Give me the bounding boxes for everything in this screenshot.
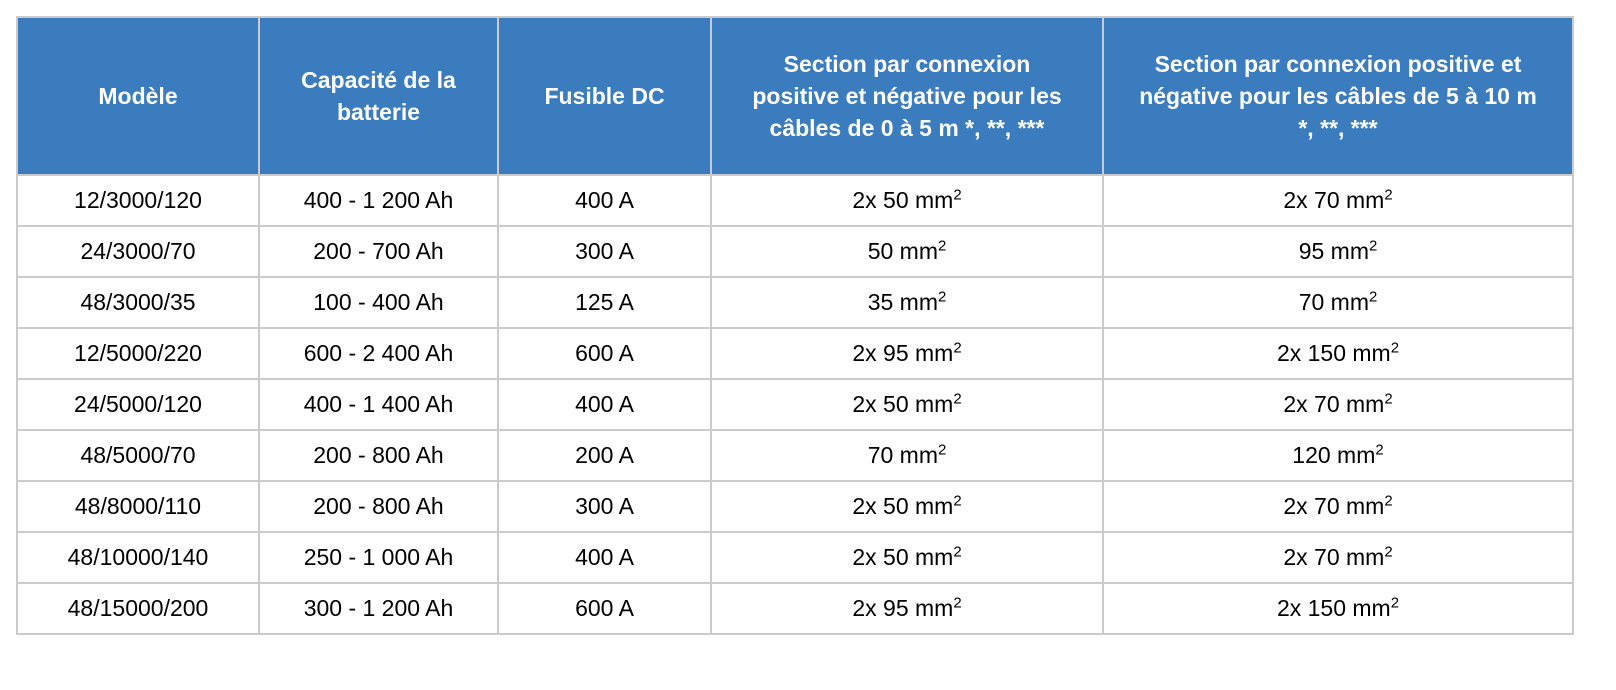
cell-section-5-10m-exponent: 2 [1375, 441, 1384, 459]
table-row [17, 532, 1573, 583]
table-row [17, 481, 1573, 532]
battery-spec-table [16, 16, 1574, 635]
cell-battery-capacity: 400 - 1 200 Ah [259, 175, 498, 226]
cell-battery-capacity: 200 - 800 Ah [259, 481, 498, 532]
table-row [17, 226, 1573, 277]
cell-section-0-5m-value: 2x 50 mm [852, 493, 954, 519]
cell-section-0-5m [711, 226, 1103, 277]
cell-section-5-10m-exponent: 2 [1390, 594, 1400, 612]
cell-dc-fuse: 600 A [498, 328, 711, 379]
cell-dc-fuse: 300 A [498, 226, 711, 277]
cell-section-5-10m-value: 2x 70 mm [1283, 391, 1385, 417]
cell-section-5-10m-value: 2x 70 mm [1283, 544, 1385, 570]
cell-dc-fuse: 125 A [498, 277, 711, 328]
cell-section-5-10m [1103, 430, 1573, 481]
cell-section-5-10m [1103, 379, 1573, 430]
cell-model: 12/5000/220 [17, 328, 259, 379]
header-dc-fuse: Fusible DC [498, 17, 711, 175]
cell-section-0-5m-exponent: 2 [937, 441, 947, 459]
cell-dc-fuse: 300 A [498, 481, 711, 532]
cell-dc-fuse: 400 A [498, 379, 711, 430]
cell-section-0-5m-value: 50 mm [867, 238, 938, 264]
table-row [17, 379, 1573, 430]
cell-model: 12/3000/120 [17, 175, 259, 226]
cell-section-0-5m-value: 2x 50 mm [852, 187, 954, 213]
cell-section-5-10m-exponent: 2 [1368, 237, 1378, 255]
cell-battery-capacity: 200 - 700 Ah [259, 226, 498, 277]
cell-battery-capacity: 400 - 1 400 Ah [259, 379, 498, 430]
cell-battery-capacity: 300 - 1 200 Ah [259, 583, 498, 634]
cell-section-5-10m-exponent: 2 [1384, 543, 1393, 561]
table-row [17, 328, 1573, 379]
table-row [17, 430, 1573, 481]
cell-section-5-10m [1103, 532, 1573, 583]
cell-section-0-5m-exponent: 2 [953, 339, 962, 357]
cell-section-5-10m-exponent: 2 [1384, 390, 1393, 408]
header-model: Modèle [17, 17, 259, 175]
header-row [17, 17, 1573, 175]
header-section-0-5m: Section par connexion positive et négative pour les câbles de 0 à 5 m *, **, *** [711, 17, 1103, 175]
cell-section-0-5m-value: 2x 95 mm [852, 340, 954, 366]
cell-model: 24/5000/120 [17, 379, 259, 430]
cell-section-5-10m [1103, 277, 1573, 328]
cell-section-5-10m [1103, 481, 1573, 532]
cell-model: 48/5000/70 [17, 430, 259, 481]
header-battery-capacity: Capacité de la batterie [259, 17, 498, 175]
cell-model: 24/3000/70 [17, 226, 259, 277]
cell-section-5-10m-value: 2x 150 mm [1276, 595, 1391, 621]
table-body [17, 175, 1573, 634]
cell-section-5-10m-exponent: 2 [1368, 288, 1378, 306]
cell-section-5-10m-exponent: 2 [1384, 492, 1393, 510]
cell-section-5-10m-value: 2x 70 mm [1283, 187, 1385, 213]
table-row [17, 277, 1573, 328]
cell-section-0-5m-exponent: 2 [953, 594, 962, 612]
cell-section-0-5m-value: 70 mm [867, 442, 938, 468]
cell-section-0-5m [711, 481, 1103, 532]
cell-battery-capacity: 250 - 1 000 Ah [259, 532, 498, 583]
cell-section-5-10m [1103, 175, 1573, 226]
cell-section-5-10m-value: 2x 70 mm [1283, 493, 1385, 519]
cell-section-5-10m-value: 95 mm [1298, 238, 1369, 264]
cell-model: 48/3000/35 [17, 277, 259, 328]
cell-battery-capacity: 600 - 2 400 Ah [259, 328, 498, 379]
cell-section-0-5m [711, 430, 1103, 481]
table-row [17, 583, 1573, 634]
cell-section-5-10m-value: 120 mm [1292, 442, 1376, 468]
cell-section-5-10m [1103, 328, 1573, 379]
cell-section-0-5m-value: 2x 50 mm [852, 391, 954, 417]
cell-section-5-10m [1103, 583, 1573, 634]
cell-section-0-5m [711, 583, 1103, 634]
cell-section-5-10m-value: 70 mm [1298, 289, 1369, 315]
cell-section-0-5m-value: 2x 95 mm [852, 595, 954, 621]
header-section-5-10m: Section par connexion positive et négative pour les câbles de 5 à 10 m *, **, *** [1103, 17, 1573, 175]
cell-section-0-5m-exponent: 2 [953, 492, 962, 510]
cell-section-0-5m-value: 2x 50 mm [852, 544, 954, 570]
cell-battery-capacity: 100 - 400 Ah [259, 277, 498, 328]
cell-section-5-10m-exponent: 2 [1390, 339, 1400, 357]
cell-dc-fuse: 400 A [498, 175, 711, 226]
cell-section-0-5m-exponent: 2 [953, 186, 962, 204]
cell-model: 48/8000/110 [17, 481, 259, 532]
cell-section-0-5m-exponent: 2 [937, 237, 947, 255]
cell-dc-fuse: 200 A [498, 430, 711, 481]
cell-dc-fuse: 600 A [498, 583, 711, 634]
cell-section-0-5m [711, 532, 1103, 583]
cell-battery-capacity: 200 - 800 Ah [259, 430, 498, 481]
cell-section-0-5m [711, 328, 1103, 379]
cell-model: 48/10000/140 [17, 532, 259, 583]
cell-section-0-5m-exponent: 2 [953, 390, 962, 408]
cell-dc-fuse: 400 A [498, 532, 711, 583]
cell-section-5-10m [1103, 226, 1573, 277]
cell-section-0-5m-value: 35 mm [867, 289, 938, 315]
cell-section-0-5m [711, 277, 1103, 328]
cell-model: 48/15000/200 [17, 583, 259, 634]
cell-section-0-5m-exponent: 2 [953, 543, 962, 561]
table-row [17, 175, 1573, 226]
cell-section-5-10m-value: 2x 150 mm [1276, 340, 1391, 366]
cell-section-0-5m [711, 175, 1103, 226]
cell-section-0-5m-exponent: 2 [937, 288, 947, 306]
cell-section-5-10m-exponent: 2 [1384, 186, 1393, 204]
cell-section-0-5m [711, 379, 1103, 430]
